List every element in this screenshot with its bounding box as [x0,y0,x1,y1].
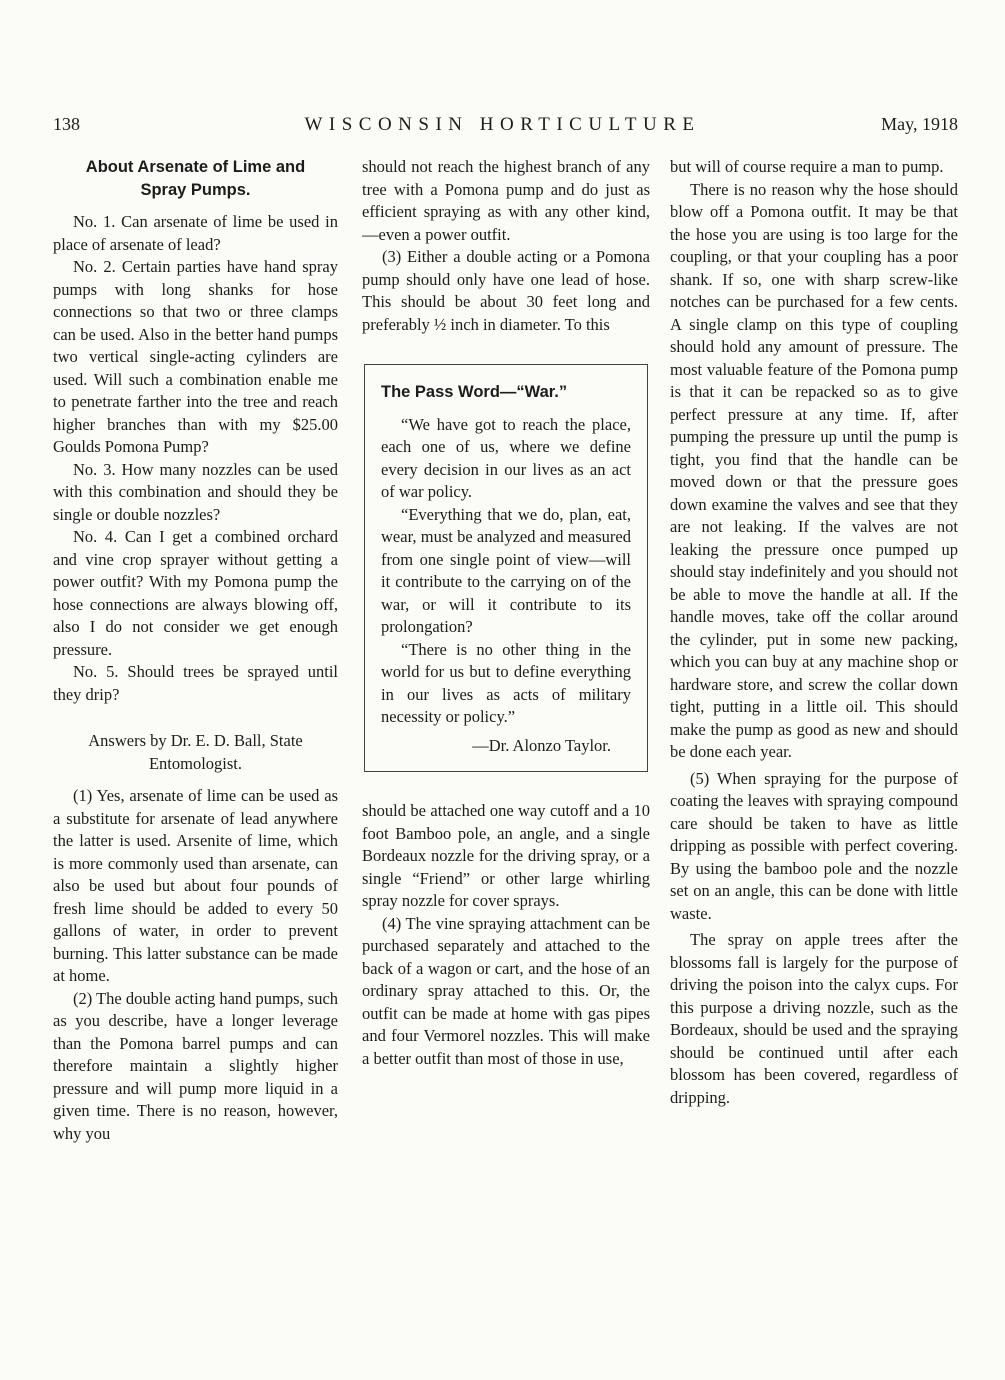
question-3: No. 3. How many nozzles can be used with this combination and should they be single or double nozzles? [53,459,338,524]
column-2 [362,156,650,1070]
answer-2-continued: should not reach the highest branch of any tree with a Pomona pump and do just as efficient spraying as with any other kind, —even a power outfit. [362,157,650,244]
column-3 [670,156,958,1109]
answer-5-paragraph-2: The spray on apple trees after the blossoms fall is largely for the purpose of driving the poison into the calyx cups. For this purpose a driving nozzle, such as the Bordeaux, should be used and the spraying should be continued until after each blossom has been covered, regardless of dripping. [670,930,958,1107]
column-1 [53,156,338,1145]
box-paragraph: “There is no other thing in the world for us but to define everything in our lives as acts of military necessity or policy.” [381,639,631,726]
answer-4: (4) The vine spraying attachment can be purchased separately and attached to the back of a wagon or cart, and the hose of an ordinary spray attached to this. Or, the outfit can be made at home with gas pipes and four Vermorel nozzles. This will make a better outfit than most of those in use, [362,913,650,1068]
answer-2: (2) The double acting hand pumps, such as you describe, have a longer leverage than the Pomona barrel pumps and can therefore maintain a slightly higher pressure and will pump more liquid in a given time. There is no reason, however, why you [53,988,339,1143]
question-2: No. 2. Certain parties have hand spray pumps with long shanks for hose connections so that two or three clamps can be used. Also in the better hand pumps two vertical single-acting cylinders are used. Will such a combination enable me to penetrate farther into the tree and reach higher branches than with my $25.00 Goulds Pomona Pump? [53,257,338,456]
answer-3: (3) Either a double acting or a Pomona pump should only have one lead of hose. This should be about 30 feet long and preferably ½ inch in diameter. To this [362,247,650,334]
journal-title: WISCONSIN HORTICULTURE [304,114,701,135]
answer-5: (5) When spraying for the purpose of coating the leaves with spraying compound care should be taken to have as little dripping as possible with perfect covering. By using the bamboo pole and the nozzle set on an angle, this can be done with little waste. [670,768,958,923]
question-4: No. 4. Can I get a combined orchard and vine crop sprayer without getting a power outfit? With my Pomona pump the hose connections are always blowing off, also I do not consider we get enough pressure. [53,527,338,659]
pass-word-box [364,364,648,772]
issue-date: May, 1918 [881,114,958,134]
answers-heading: Answers by Dr. E. D. Ball, State Entomologist. [88,731,303,773]
running-head [0,114,1005,138]
answer-3-continued: should be attached one way cutoff and a 10 foot Bamboo pole, an angle, and a single Bordeaux nozzle for the driving spray, or a single “Friend” or other large whirling spray nozzle for cover sprays. [362,801,650,910]
box-title: The Pass Word—“War.” [381,383,568,401]
box-paragraph: “Everything that we do, plan, eat, wear, must be analyzed and measured from one single point of view—will it contribute to the carrying on of the war, or will it contribute to its prolongation? [381,504,631,636]
answer-4-paragraph-2: There is no reason why the hose should blow off a Pomona outfit. It may be that the hose you are using is too large for the coupling, or that your coupling has a poor shank. If so, one with sharp screw-like notches can be purchased for a few cents. A single clamp on this type of coupling should hold any amount of pressure. The most valuable feature of the Pomona pump is that it can be repacked so as to give perfect pressure at any time. If, after pumping the pressure up until the pump is tight, you find that the handle can be moved down or that the pressure goes down examine the valves and see that they are not leaking. If the valves are not leaking the pressure once pumped up should stay indefinitely and you should not be able to move the handle at all. If the handle moves, take off the collar around the cylinder, put in some new packing, which you can buy at any machine shop or hardware store, and screw the collar down tight, putting in a little oil. This should make the pump as good as new and should be done each year. [670,179,958,761]
question-1: No. 1. Can arsenate of lime be used in place of arsenate of lead? [53,212,338,254]
box-paragraph: “We have got to reach the place, each one of us, where we define every decision in our lives as an act of war policy. [381,414,631,501]
answer-4-continued: but will of course require a man to pump. [670,157,944,176]
box-byline: —Dr. Alonzo Taylor. [472,735,611,755]
article-heading: About Arsenate of Lime and Spray Pumps. [85,158,306,199]
question-5: No. 5. Should trees be sprayed until they drip? [53,662,338,704]
answer-1: (1) Yes, arsenate of lime can be used as a substitute for arsenate of lead anywhere the latter is used. Arsenite of lime, which is more commonly used than arsenate, can also be used but about four pounds of fresh lime should be added to every 50 gallons of water, in order to prevent burning. This latter substance can be made at home. [53,786,338,985]
page-number: 138 [53,114,80,134]
